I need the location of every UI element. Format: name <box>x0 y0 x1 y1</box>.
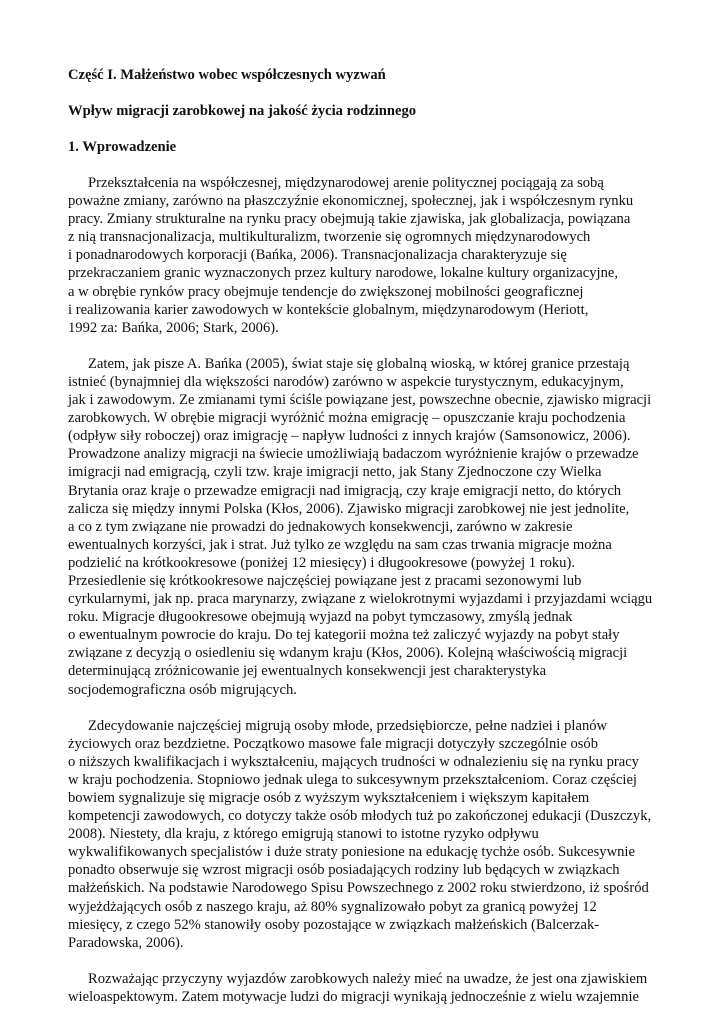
text-line: wieloaspektowym. Zatem motywacje ludzi do migracji wynikają jednocześnie z wielu wzajemnie <box>68 988 639 1005</box>
text-line: o niższych kwalifikacjach i wykształceniu, mających trudności w odnalezieniu się na rynku pracy <box>68 753 639 770</box>
text-line: Prowadzone analizy migracji na świecie umożliwiają badaczom wyróżnienie krajów o przewadze <box>68 446 639 463</box>
text-line: Paradowska, 2006). <box>68 934 184 951</box>
text-line: zarobkowych. W obrębie migracji wyróżnić można emigrację – opuszczanie kraju pochodzenia <box>68 410 626 427</box>
text-line: w kraju pochodzenia. Stopniowo jednak ulega to sukcesywnym przekształceniom. Coraz częściej <box>68 771 637 788</box>
text-line: przekraczaniem granic wyznaczonych przez kultury narodowe, lokalne kultury organizacyjne, <box>68 265 618 282</box>
text-line: jak i zawodowym. Ze zmianami tymi ściśle powiązane jest, powszechne obecnie, zjawisko migracji <box>68 392 652 409</box>
text-line: a w obrębie rynków pracy obejmuje tendencje do zwiększonej mobilności geograficznej <box>68 283 584 300</box>
text-line: pracy. Zmiany strukturalne na rynku pracy obejmują takie zjawiska, jak globalizacja, powiązana <box>68 211 631 228</box>
text-line: determinującą zróżnicowanie jej ewentualnych konsekwencji jest charakterystyka <box>68 663 547 680</box>
text-line: (odpływ siły roboczej) oraz imigrację – napływ ludności z innych krajów (Samsonowicz, 2006). <box>68 428 631 445</box>
text-line: podzielić na krótkookresowe (poniżej 12 miesięcy) i długookresowe (powyżej 1 roku). <box>68 554 575 571</box>
text-line: a co z tym związane nie prowadzi do jednakowych konsekwencji, zarówno w zakresie <box>68 518 573 535</box>
text-line: Przesiedlenie się krótkookresowe najczęściej powiązane jest z pracami sezonowymi lub <box>68 572 582 589</box>
text-line: związane z decyzją o osiedleniu się wdanym kraju (Kłos, 2006). Kolejną właściwością migracji <box>68 645 628 662</box>
text-line: z nią transnacjonalizacja, multikulturalizm, tworzenie się ogromnych międzynarodowych <box>68 229 591 246</box>
text-line: wyjeżdżających osób z naszego kraju, aż 80% sygnalizowało pobyt za granicą powyżej 12 <box>68 898 597 915</box>
text-line: istnieć (bynajmniej dla większości narodów) zarówno w aspekcie turystycznym, edukacyjnym, <box>68 373 624 390</box>
text-line: roku. Migracje długookresowe obejmują wyjazd na pobyt tymczasowy, zmyślą jednak <box>68 609 573 626</box>
text-line: 1992 za: Bańka, 2006; Stark, 2006). <box>68 319 279 336</box>
text-line: Zdecydowanie najczęściej migrują osoby młode, przedsiębiorcze, pełne nadziei i planów <box>88 717 608 734</box>
text-line: i ponadnarodowych korporacji (Bańka, 2006). Transnacjonalizacja charakteryzuje się <box>68 247 567 264</box>
text-line: cyrkularnymi, jak np. praca marynarzy, związane z wielokrotnymi wyjazdami i przyjazdami wciągu <box>68 591 653 608</box>
part-title: Część I. Małżeństwo wobec współczesnych wyzwań <box>68 67 386 83</box>
text-line: kompetencji zawodowych, co dotyczy także osób młodych tuż po zakończonej edukacji (Duszczyk, <box>68 808 652 825</box>
text-line: wykwalifikowanych specjalistów i duże straty poniesione na edukację tychże osób. Sukcesywnie <box>68 844 635 861</box>
text-line: Zatem, jak pisze A. Bańka (2005), świat staje się globalną wioską, w której granice przestają <box>88 355 630 372</box>
text-line: poważne zmiany, zarówno na płaszczyźnie ekonomicznej, społecznej, jak i współczesnym rynku <box>68 193 634 210</box>
text-line: o ewentualnym powrocie do kraju. Do tej kategorii można też zaliczyć wyjazdy na pobyt stały <box>68 627 620 644</box>
text-line: Rozważając przyczyny wyjazdów zarobkowych należy mieć na uwadze, że jest ona zjawiskiem <box>88 970 648 987</box>
text-line: małżeńskich. Na podstawie Narodowego Spisu Powszechnego z 2002 roku stwierdzono, iż spośród <box>68 880 649 897</box>
text-line: 2008). Niestety, dla kraju, z którego emigrują stanowi to istotne ryzyko odpływu <box>68 826 539 843</box>
text-line: imigracji nad emigracją, czyli tzw. kraje imigracji netto, jak Stany Zjednoczone czy Wielka <box>68 464 602 481</box>
chapter-subtitle: Wpływ migracji zarobkowej na jakość życia rodzinnego <box>68 103 417 119</box>
section-heading: 1. Wprowadzenie <box>68 139 177 155</box>
paragraph-3 <box>68 717 658 952</box>
text-line: i realizowania karier zawodowych w kontekście globalnym, międzynarodowym (Heriott, <box>68 301 589 318</box>
paragraph-1 <box>68 174 658 337</box>
text-line: bowiem sygnalizuje się migracje osób z wyższym wykształceniem i większym kapitałem <box>68 790 590 806</box>
text-line: socjodemograficzna osób migrujących. <box>68 681 297 698</box>
text-line: Przekształcenia na współczesnej, międzynarodowej arenie politycznej pociągają za sobą <box>88 175 604 191</box>
paragraph-4 <box>68 970 658 1006</box>
text-line: ponadto obserwuje się wzrost migracji osób posiadających rodziny lub będących w związkach <box>68 862 620 879</box>
paragraph-2 <box>68 355 658 699</box>
text-line: Brytania oraz kraje o przewadze emigracji nad imigracją, czy kraje emigracji netto, do których <box>68 482 622 499</box>
text-line: ewentualnych korzyści, jak i strat. Już tylko ze względu na sam czas trwania migracje można <box>68 536 612 553</box>
text-line: zalicza się między innymi Polska (Kłos, 2006). Zjawisko migracji zarobkowej nie jest jednolite, <box>68 500 630 517</box>
text-line: życiowych oraz bezdzietne. Początkowo masowe fale migracji dotyczyły szczególnie osób <box>68 735 599 752</box>
text-line: miesięcy, z czego 52% stanowiły osoby pozostające w związkach małżeńskich (Balcerzak- <box>68 916 600 933</box>
